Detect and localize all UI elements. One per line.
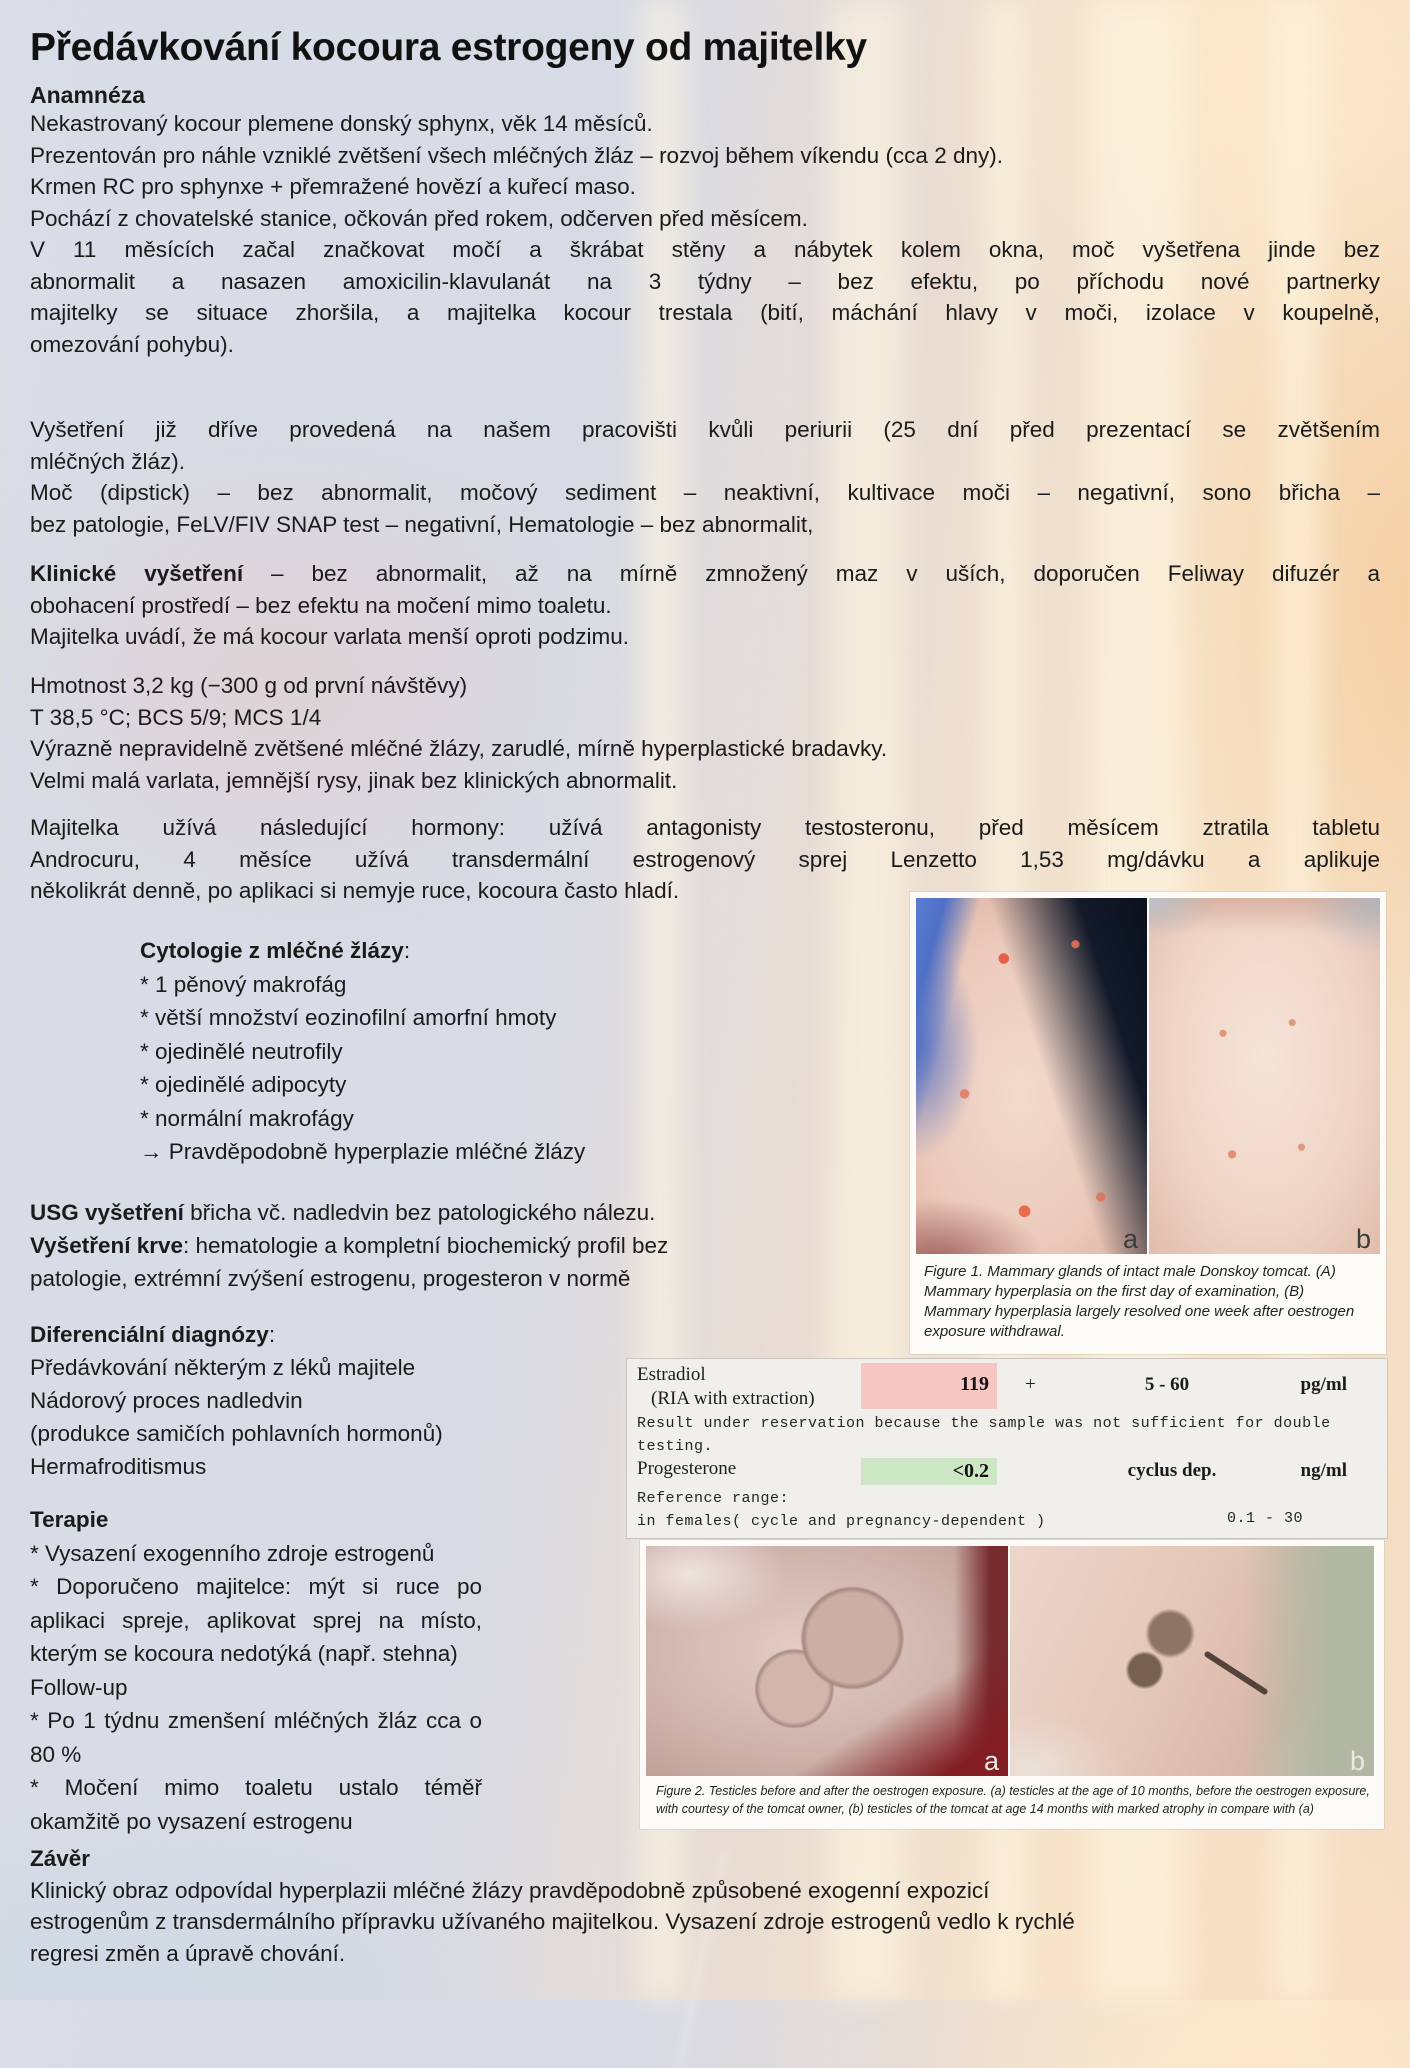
cytology-list (140, 934, 720, 1169)
text-line: Nekastrovaný kocour plemene donský sphynx, věk 14 měsíců. (30, 111, 653, 136)
reference-range-note (627, 1487, 1387, 1533)
figure-1 (910, 892, 1386, 1354)
text-line: * Doporučeno majitelce: mýt si ruce po (30, 1574, 482, 1599)
text-line: (produkce samičích pohlavních hormonů) (30, 1421, 443, 1446)
text-line: Vyšetření krve: hematologie a kompletní biochemický profil bez (30, 1233, 669, 1258)
figure-2-photo-b-testicles-after (1010, 1546, 1374, 1776)
estradiol-method-label: (RIA with extraction) (651, 1388, 815, 1409)
text-line: abnormalit a nasazen amoxicilin-klavulanát na 3 týdny – bez efektu, po příchodu nové partnerky (30, 268, 1380, 294)
text-line: estrogenům z transdermálního přípravku užívaného majitelkou. Vysazení zdroje estrogenů vedlo k rychlé (30, 1909, 1075, 1934)
text-line: mléčných žláz). (30, 448, 186, 474)
text-line: Nádorový proces nadledvin (30, 1388, 303, 1413)
figure-2-caption: Figure 2. Testicles before and after the oestrogen exposure. (a) testicles at the age of 10 months, before the oestrogen exposure, with courtesy of the tomcat owner, (b) testicles of the tomcat at age 14 months with marked atrophy in compare with (a) (656, 1784, 1370, 1816)
text-line: okamžitě po vysazení estrogenu (30, 1808, 353, 1834)
text-line: obohacení prostředí – bez efektu na močení mimo toaletu. (30, 592, 612, 618)
text-line: kterým se kocoura nedotýká (např. stehna) (30, 1641, 458, 1666)
prior-exams-paragraph (30, 414, 1380, 540)
progesterone-label: Progesterone (637, 1458, 737, 1479)
estradiol-label: Estradiol (637, 1364, 706, 1385)
section-heading: Terapie (30, 1507, 109, 1532)
estradiol-reference-range: 5 - 60 (1144, 1374, 1190, 1395)
text-line: Krmen RC pro sphynxe + přemražené hovězí a kuřecí maso. (30, 174, 636, 199)
text-line: * ojedinělé neutrofily (140, 1038, 343, 1064)
clinical-exam-paragraph (30, 558, 1380, 653)
progesterone-value: <0.2 (952, 1460, 989, 1482)
text-line: * Močení mimo toaletu ustalo téměř (30, 1775, 482, 1800)
photo-label-a: a (983, 1746, 999, 1776)
figure-2 (640, 1540, 1384, 1829)
progesterone-qualifier: cyclus dep. (1127, 1460, 1217, 1481)
figure-1-caption: Figure 1. Mammary glands of intact male Donskoy tomcat. (A) Mammary hyperplasia on the first day of examination, (B) Mammary hyperplasia largely resolved one week after oestrogen exposure withdrawal. (924, 1263, 1355, 1340)
text-line: Předávkování některým z léků majitele (30, 1355, 416, 1380)
text-line: aplikaci spreje, aplikovat sprej na místo, (30, 1607, 482, 1633)
result-note (627, 1412, 1387, 1458)
text-line: bez patologie, FeLV/FIV SNAP test – negativní, Hematologie – bez abnormalit, (30, 511, 814, 537)
figure-1-photo-a-mammary-hyperplasia (916, 898, 1147, 1254)
anamneza-heading: Anamnéza (30, 82, 146, 108)
therapy-list (30, 1503, 482, 1838)
section-heading: Cytologie z mléčné žlázy: (140, 938, 411, 963)
text-line: Vyšetření již dříve provedená na našem pracovišti kvůli periurii (25 dní před prezentací se zvětšením (30, 417, 1380, 442)
photo-label-b: b (1355, 1224, 1371, 1254)
figure-1-photo-b-resolved (1149, 898, 1380, 1254)
estradiol-flag: + (1025, 1374, 1036, 1395)
text-line: regresi změn a úpravě chování. (30, 1940, 346, 1966)
section-heading: Závěr (30, 1846, 91, 1871)
text-line: Follow-up (30, 1674, 128, 1700)
text-line: Pochází z chovatelské stanice, očkován před rokem, odčerven před měsícem. (30, 205, 808, 231)
text-line: USG vyšetření břicha vč. nadledvin bez patologického nálezu. (30, 1200, 656, 1225)
text-line: * Vysazení exogenního zdroje estrogenů (30, 1540, 435, 1566)
text-line: Klinický obraz odpovídal hyperplazii mléčné žlázy pravděpodobně způsobené exogenní expozicí (30, 1877, 990, 1903)
text-line: * Po 1 týdnu zmenšení mléčných žláz cca o (30, 1708, 482, 1733)
estradiol-row (627, 1362, 1387, 1412)
text-line: * ojedinělé adipocyty (140, 1072, 347, 1097)
text-line: Klinické vyšetření – bez abnormalit, až na mírně zmnožený maz v uších, doporučen Feliway difuzér a (30, 561, 1380, 586)
differential-diagnoses-list (30, 1318, 500, 1483)
text-line: V 11 měsících začal značkovat močí a škrábat stěny a nábytek kolem okna, moč vyšetřena jinde bez (30, 237, 1380, 262)
text-line: Moč (dipstick) – bez abnormalit, močový sediment – neaktivní, kultivace moči – negativní, sono břicha – (30, 480, 1380, 505)
text-line: T 38,5 °C; BCS 5/9; MCS 1/4 (30, 704, 322, 730)
reference-range-line: Reference range: (637, 1490, 790, 1507)
text-line: Androcuru, 4 měsíce užívá transdermální estrogenový sprej Lenzetto 1,53 mg/dávku a aplikuje (30, 846, 1380, 872)
progesterone-value-cell (861, 1458, 997, 1485)
conclusion-paragraph (30, 1843, 1380, 1969)
figure-2-photo-a-testicles-before (646, 1546, 1008, 1776)
text-line: * 1 pěnový makrofág (140, 971, 347, 997)
text-line: Majitelka užívá následující hormony: užívá antagonisty testosteronu, před měsícem ztratila tabletu (30, 815, 1380, 840)
figure-1-photos (916, 898, 1380, 1254)
text-line: Hermafroditismus (30, 1454, 207, 1479)
progesterone-row (627, 1458, 1387, 1487)
text-line: několikrát denně, po aplikaci si nemyje ruce, kocoura často hladí. (30, 878, 680, 903)
text-line: Majitelka uvádí, že má kocour varlata menší oproti podzimu. (30, 624, 630, 649)
page-title: Předávkování kocoura estrogeny od majitelky (30, 26, 867, 69)
text-line: Výrazně nepravidelně zvětšené mléčné žlázy, zarudlé, mírně hyperplastické bradavky. (30, 736, 888, 761)
text-line: * normální makrofágy (140, 1105, 354, 1131)
progesterone-unit: ng/ml (1300, 1460, 1347, 1481)
reference-range-value: 0.1 - 30 (1227, 1510, 1304, 1527)
figure-2-photos (646, 1546, 1378, 1776)
lab-results-table (626, 1358, 1388, 1539)
text-line: Prezentován pro náhle vzniklé zvětšení všech mléčných žláz – rozvoj během víkendu (cca 2 dny). (30, 142, 1003, 168)
text-line: Hmotnost 3,2 kg (−300 g od první návštěvy) (30, 673, 468, 698)
photo-label-b: b (1349, 1746, 1365, 1776)
usg-blood-paragraph (30, 1196, 698, 1295)
text-line: Velmi malá varlata, jemnější rysy, jinak bez klinických abnormalit. (30, 767, 678, 793)
exam-findings-paragraph (30, 670, 1380, 796)
anamneza-paragraph (30, 108, 1380, 360)
text-line: → Pravděpodobně hyperplazie mléčné žlázy (140, 1139, 586, 1164)
estradiol-value: 119 (960, 1373, 989, 1395)
estradiol-unit: pg/ml (1300, 1374, 1347, 1395)
reference-range-line: in females( cycle and pregnancy-dependent ) (637, 1513, 1046, 1530)
estradiol-value-cell (861, 1363, 997, 1409)
section-heading: Diferenciální diagnózy: (30, 1322, 276, 1347)
text-line: * větší množství eozinofilní amorfní hmoty (140, 1005, 557, 1030)
result-note-line: Result under reservation because the sample was not sufficient for double (637, 1415, 1331, 1432)
result-note-line: testing. (637, 1438, 714, 1455)
text-line: omezování pohybu). (30, 331, 234, 357)
atrophy-mark (1204, 1651, 1269, 1696)
text-line: patologie, extrémní zvýšení estrogenu, progesteron v normě (30, 1266, 631, 1291)
text-line: 80 % (30, 1741, 82, 1767)
photo-label-a: a (1122, 1224, 1138, 1254)
text-line: majitelky se situace zhoršila, a majitelka kocour trestala (bití, máchání hlavy v moči, izolace v koupelně, (30, 300, 1380, 325)
